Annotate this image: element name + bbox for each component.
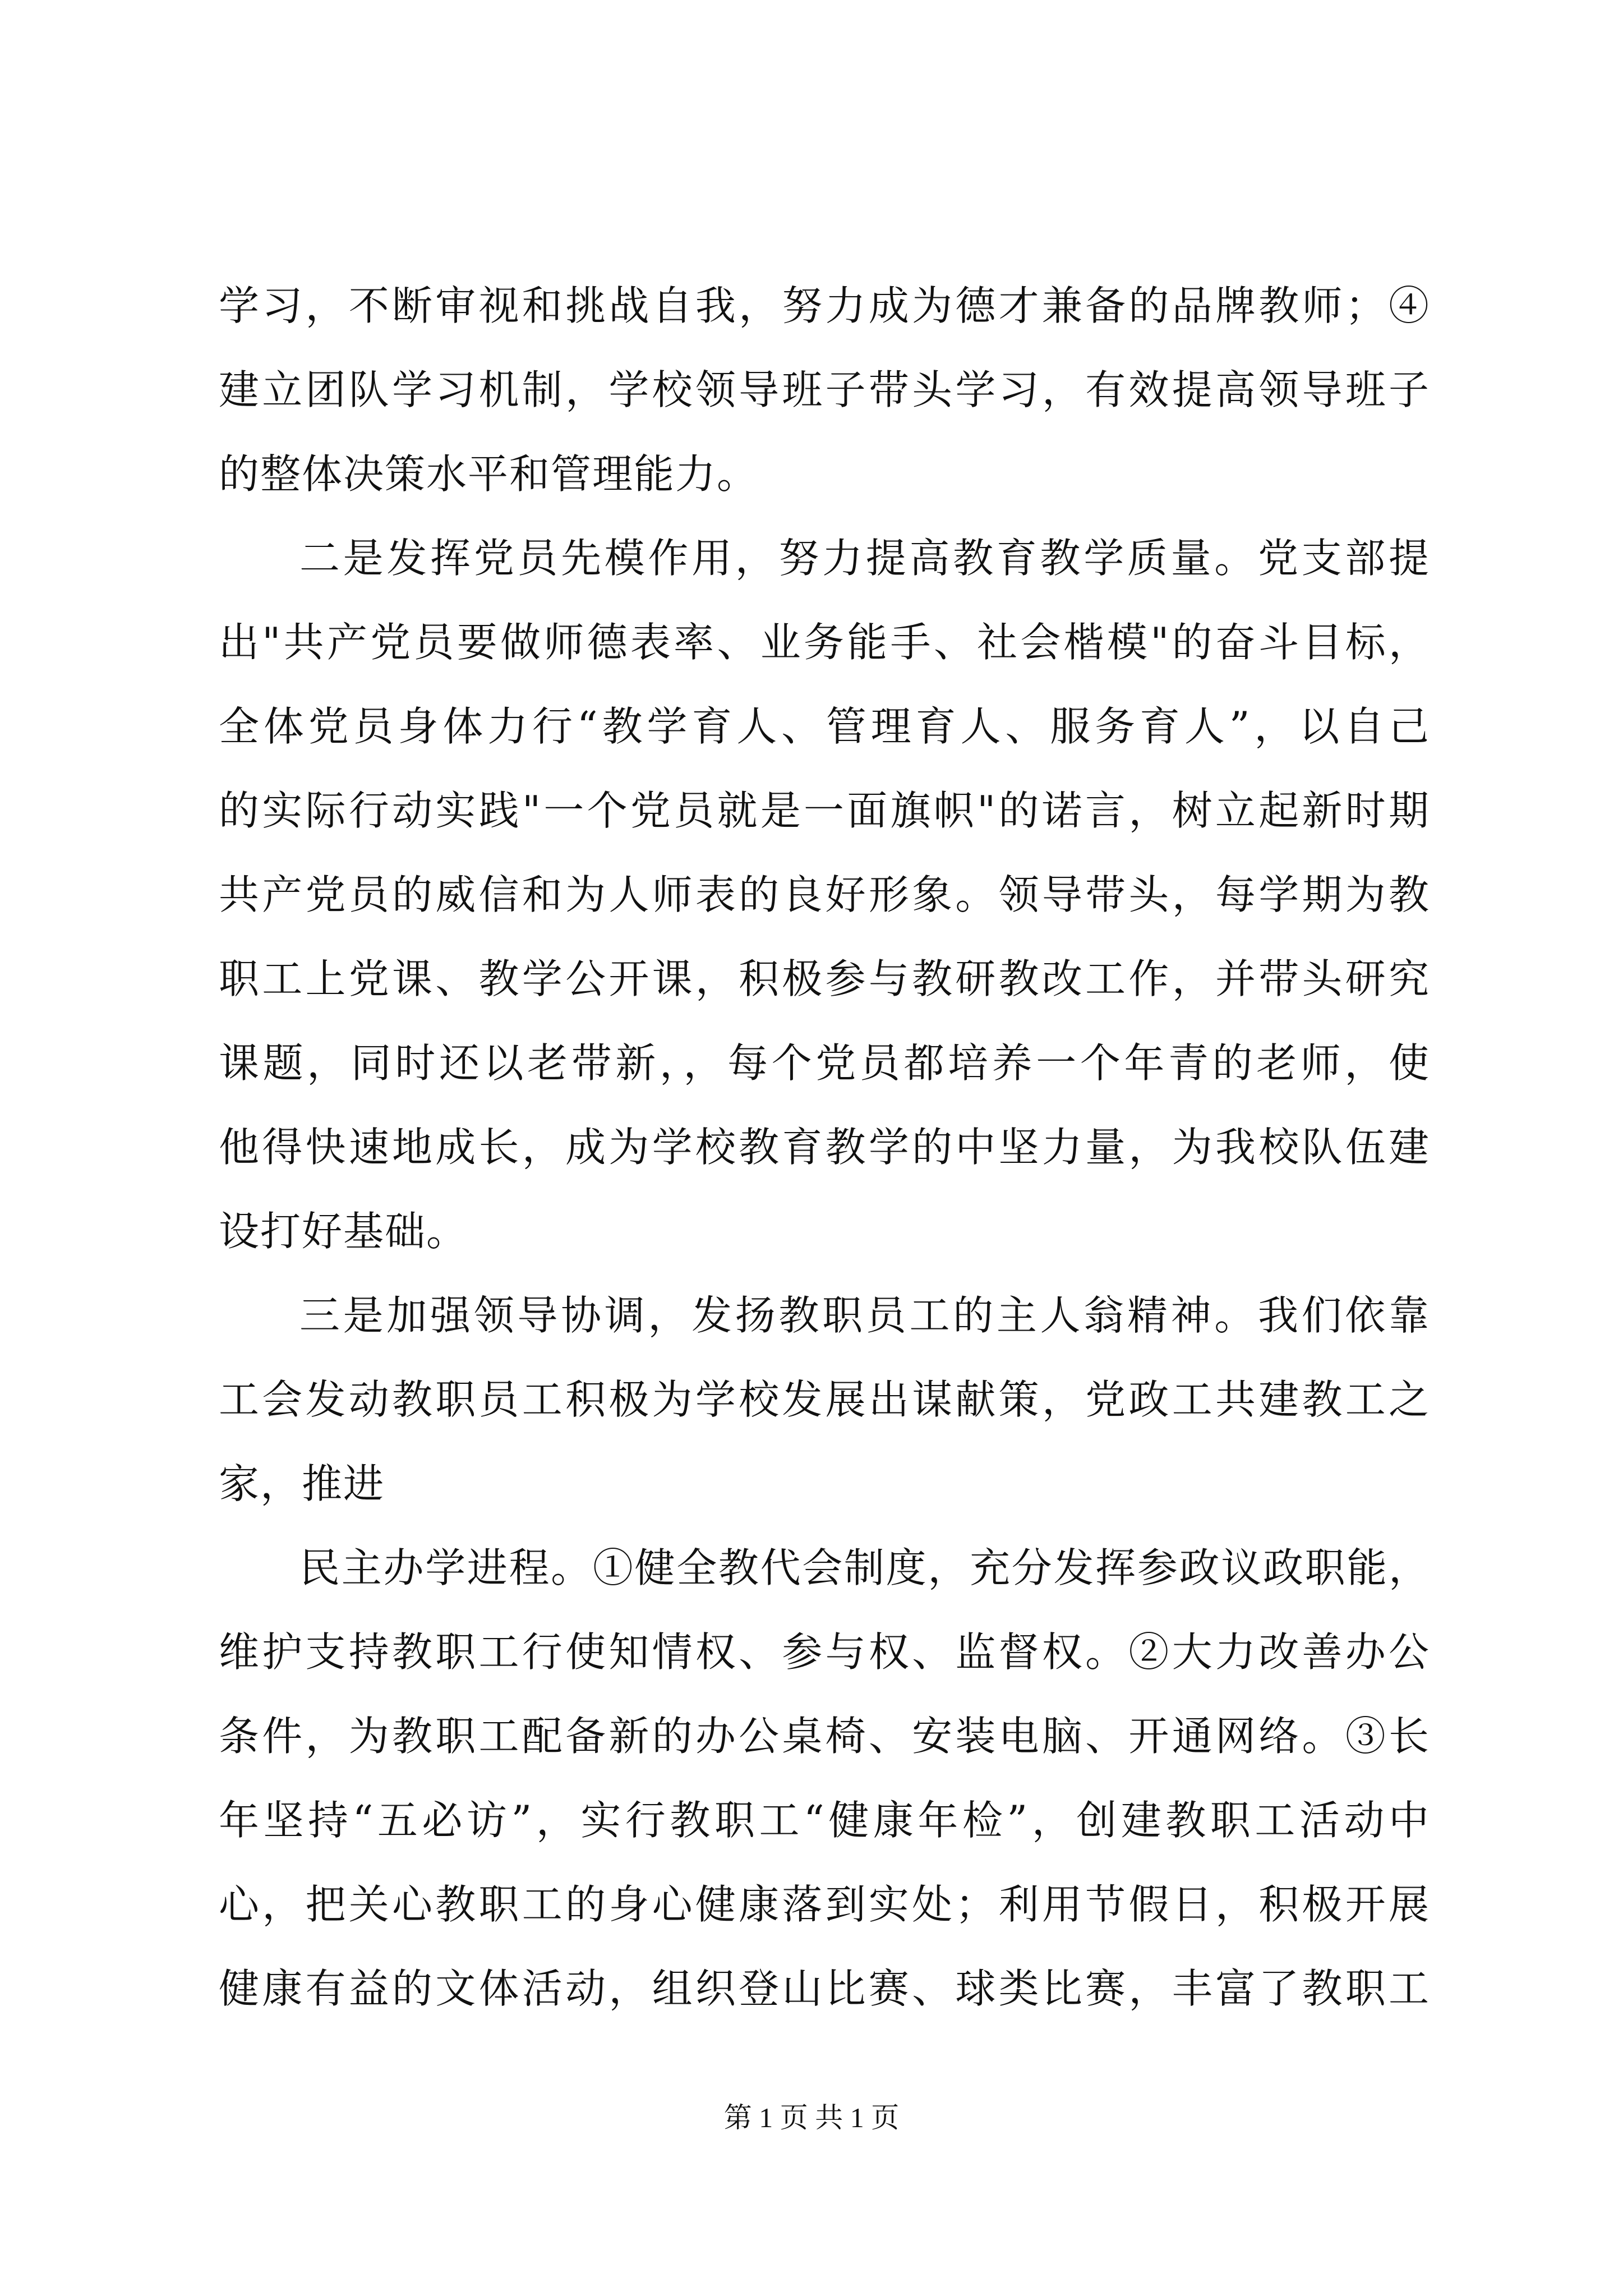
text-line: 职工上党课、教学公开课，积极参与教研教改工作，并带头研究 [219, 955, 1430, 1002]
text-line: 维护支持教职工行使知情权、参与权、监督权。②大力改善办公 [219, 1628, 1430, 1676]
text-line: 三是加强领导协调，发扬教职员工的主人翁精神。我们依靠 [299, 1292, 1430, 1339]
text-line: 二是发挥党员先模作用，努力提高教育教学质量。党支部提 [299, 535, 1430, 582]
text-line: 出"共产党员要做师德表率、业务能手、社会楷模"的奋斗目标， [219, 619, 1430, 666]
document-body [219, 264, 1430, 2031]
text-line: 心，把关心教职工的身心健康落到实处；利用节假日，积极开展 [219, 1881, 1430, 1928]
text-line: 他得快速地成长，成为学校教育教学的中坚力量，为我校队伍建 [219, 1124, 1430, 1171]
text-line: 全体党员身体力行“教学育人、管理育人、服务育人”，以自己 [219, 703, 1430, 750]
text-line: 民主办学进程。①健全教代会制度，充分发挥参政议政职能， [299, 1544, 1430, 1591]
text-line: 的实际行动实践"一个党员就是一面旗帜"的诺言，树立起新时期 [219, 787, 1430, 834]
page-footer: 第 1 页 共 1 页 [723, 2102, 900, 2133]
text-line: 健康有益的文体活动，组织登山比赛、球类比赛，丰富了教职工 [219, 1965, 1430, 2012]
text-line: 工会发动教职员工积极为学校发展出谋献策，党政工共建教工之 [219, 1376, 1430, 1423]
text-line: 条件，为教职工配备新的办公桌椅、安装电脑、开通网络。③长 [219, 1713, 1430, 1760]
text-line: 年坚持“五必访”，实行教职工“健康年检”，创建教职工活动中 [219, 1797, 1430, 1844]
text-line: 课题，同时还以老带新，，每个党员都培养一个年青的老师，使 [219, 1039, 1430, 1087]
text-line: 家，推进 [219, 1460, 385, 1507]
text-line: 学习，不断审视和挑战自我，努力成为德才兼备的品牌教师；④ [219, 282, 1430, 329]
text-line: 共产党员的威信和为人师表的良好形象。领导带头，每学期为教 [219, 871, 1430, 918]
text-line: 建立团队学习机制，学校领导班子带头学习，有效提高领导班子 [219, 366, 1430, 413]
text-line: 的整体决策水平和管理能力。 [219, 450, 759, 498]
text-line: 设打好基础。 [219, 1208, 468, 1255]
